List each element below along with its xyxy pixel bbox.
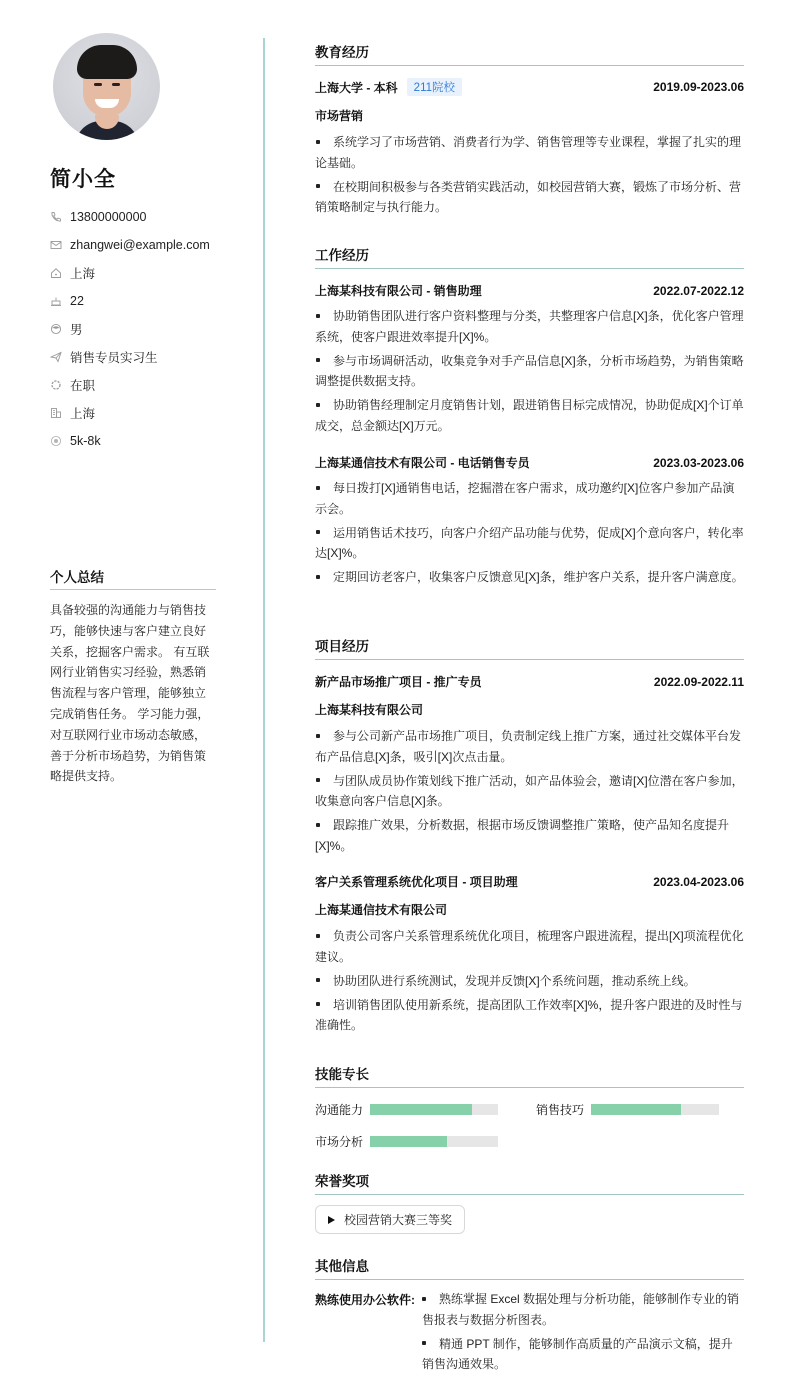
list-item: 参与公司新产品市场推广项目，负责制定线上推广方案，通过社交媒体平台发布产品信息[X]条，吸引[X]次点击量。 (315, 729, 742, 764)
contact-location: 上海 (50, 259, 210, 287)
education-bullets (315, 132, 744, 221)
home-icon (50, 267, 62, 279)
list-item: 协助团队进行系统测试，发现并反馈[X]个系统问题，推动系统上线。 (315, 971, 744, 992)
building-icon (50, 407, 62, 419)
school-tag-badge: 211院校 (407, 78, 462, 96)
status-icon (50, 379, 62, 391)
project-row (315, 673, 744, 690)
list-item: 培训销售团队使用新系统，提高团队工作效率[X]%，提升客户跟进的及时性与准确性。 (315, 997, 743, 1032)
list-item: 定期回访老客户，收集客户反馈意见[X]条，维护客户关系，提升客户满意度。 (315, 567, 744, 588)
project-date: 2022.09-2022.11 (653, 674, 744, 689)
project-date: 2023.04-2023.06 (653, 874, 744, 889)
salary-icon (50, 435, 62, 447)
contact-position: 销售专员实习生 (50, 343, 210, 371)
list-item: 跟踪推广效果，分析数据，根据市场反馈调整推广策略，使产品知名度提升[X]%。 (315, 818, 730, 853)
education-date: 2019.09-2023.06 (653, 80, 744, 94)
skill-item (315, 1133, 498, 1150)
project-company: 上海某科技有限公司 (315, 703, 424, 717)
summary-title: 个人总结 (50, 566, 216, 590)
gender-icon (50, 323, 62, 335)
cake-icon (50, 295, 62, 307)
job-bullets (315, 478, 744, 591)
skill-item (536, 1101, 719, 1118)
skill-bar (591, 1104, 719, 1115)
education-title: 教育经历 (315, 41, 744, 66)
contact-phone: 13800000000 (50, 203, 210, 231)
list-item: 运用销售话术技巧，向客户介绍产品功能与优势，促成[X]个意向客户，转化率达[X]%。 (315, 525, 744, 560)
project-heading: 新产品市场推广项目 - 推广专员 (315, 675, 482, 689)
contact-age: 22 (50, 287, 210, 315)
send-icon (50, 351, 62, 363)
skill-fill (591, 1104, 681, 1115)
project-bullets (315, 926, 744, 1039)
skills-title: 技能专长 (315, 1063, 744, 1088)
list-item: 精通 PPT 制作，能够制作高质量的产品演示文稿，提升销售沟通效果。 (422, 1336, 733, 1371)
summary-text: 具备较强的沟通能力与销售技巧，能够快速与客户建立良好关系，挖掘客户需求。 有互联网行业销售实习经验，熟悉销售流程与客户管理，能够独立完成销售任务。 学习能力强，对互联网行业市场动态敏感，善于分析市场趋势，为销售策略提供支持。 (50, 603, 210, 784)
contact-city: 上海 (50, 399, 210, 427)
contact-email: zhangwei@example.com (50, 231, 210, 259)
skill-bar (370, 1136, 498, 1147)
job-heading: 上海某科技有限公司 - 销售助理 (315, 284, 482, 298)
job-row (315, 454, 744, 471)
job-date: 2023.03-2023.06 (653, 455, 744, 470)
list-item: 系统学习了市场营销、消费者行为学、销售管理等专业课程，掌握了扎实的理论基础。 (315, 135, 742, 170)
skill-bar (370, 1104, 498, 1115)
award-label: 校园营销大赛三等奖 (344, 1213, 453, 1227)
list-item: 熟练掌握 Excel 数据处理与分析功能，能够制作专业的销售报表与数据分析图表。 (422, 1292, 740, 1327)
project-bullets (315, 726, 744, 860)
skill-label: 市场分析 (315, 1135, 364, 1149)
other-label: 熟练使用办公软件: (315, 1293, 415, 1307)
award-chip[interactable] (315, 1205, 465, 1234)
education-school: 上海大学 - 本科 (315, 80, 398, 95)
contact-salary: 5k-8k (50, 427, 210, 455)
education-row (315, 78, 744, 96)
project-heading: 客户关系管理系统优化项目 - 项目助理 (315, 875, 518, 889)
list-item: 协助销售经理制定月度销售计划，跟进销售目标完成情况，协助促成[X]个订单成交，总金额达[X]万元。 (315, 398, 744, 433)
job-row (315, 282, 744, 299)
phone-icon (50, 211, 62, 223)
column-divider (263, 38, 265, 1342)
skill-label: 沟通能力 (315, 1103, 364, 1117)
skill-item (315, 1101, 498, 1118)
awards-title: 荣誉奖项 (315, 1170, 744, 1195)
contact-gender: 男 (50, 315, 210, 343)
skill-label: 销售技巧 (536, 1103, 585, 1117)
contact-status: 在职 (50, 371, 210, 399)
list-item: 在校期间积极参与各类营销实践活动，如校园营销大赛，锻炼了市场分析、营销策略制定与执行能力。 (315, 179, 742, 214)
project-row (315, 873, 744, 890)
list-item: 每日拨打[X]通销售电话，挖掘潜在客户需求，成功邀约[X]位客户参加产品演示会。 (315, 481, 735, 516)
work-title: 工作经历 (315, 244, 744, 269)
project-company: 上海某通信技术有限公司 (315, 903, 448, 917)
skill-fill (370, 1136, 447, 1147)
job-date: 2022.07-2022.12 (653, 283, 744, 298)
education-major: 市场营销 (315, 109, 364, 123)
list-item: 与团队成员协作策划线下推广活动，如产品体验会，邀请[X]位潜在客户参加，收集意向客户信息[X]条。 (315, 773, 744, 808)
list-item: 负责公司客户关系管理系统优化项目，梳理客户跟进流程，提出[X]项流程优化建议。 (315, 929, 744, 964)
projects-title: 项目经历 (315, 635, 744, 660)
contact-list (50, 203, 210, 455)
job-bullets (315, 306, 744, 440)
play-triangle-icon (328, 1216, 335, 1224)
avatar (53, 33, 160, 140)
skill-fill (370, 1104, 472, 1115)
list-item: 协助销售团队进行客户资料整理与分类，共整理客户信息[X]条，优化客户管理系统，使客户跟进效率提升[X]%。 (315, 309, 744, 344)
mail-icon (50, 239, 62, 251)
other-bullets (422, 1289, 744, 1378)
list-item: 参与市场调研活动，收集竞争对手产品信息[X]条，分析市场趋势，为销售策略调整提供数据支持。 (315, 353, 744, 388)
profile-name: 简小全 (50, 168, 116, 191)
job-heading: 上海某通信技术有限公司 - 电话销售专员 (315, 456, 530, 470)
other-title: 其他信息 (315, 1255, 744, 1280)
